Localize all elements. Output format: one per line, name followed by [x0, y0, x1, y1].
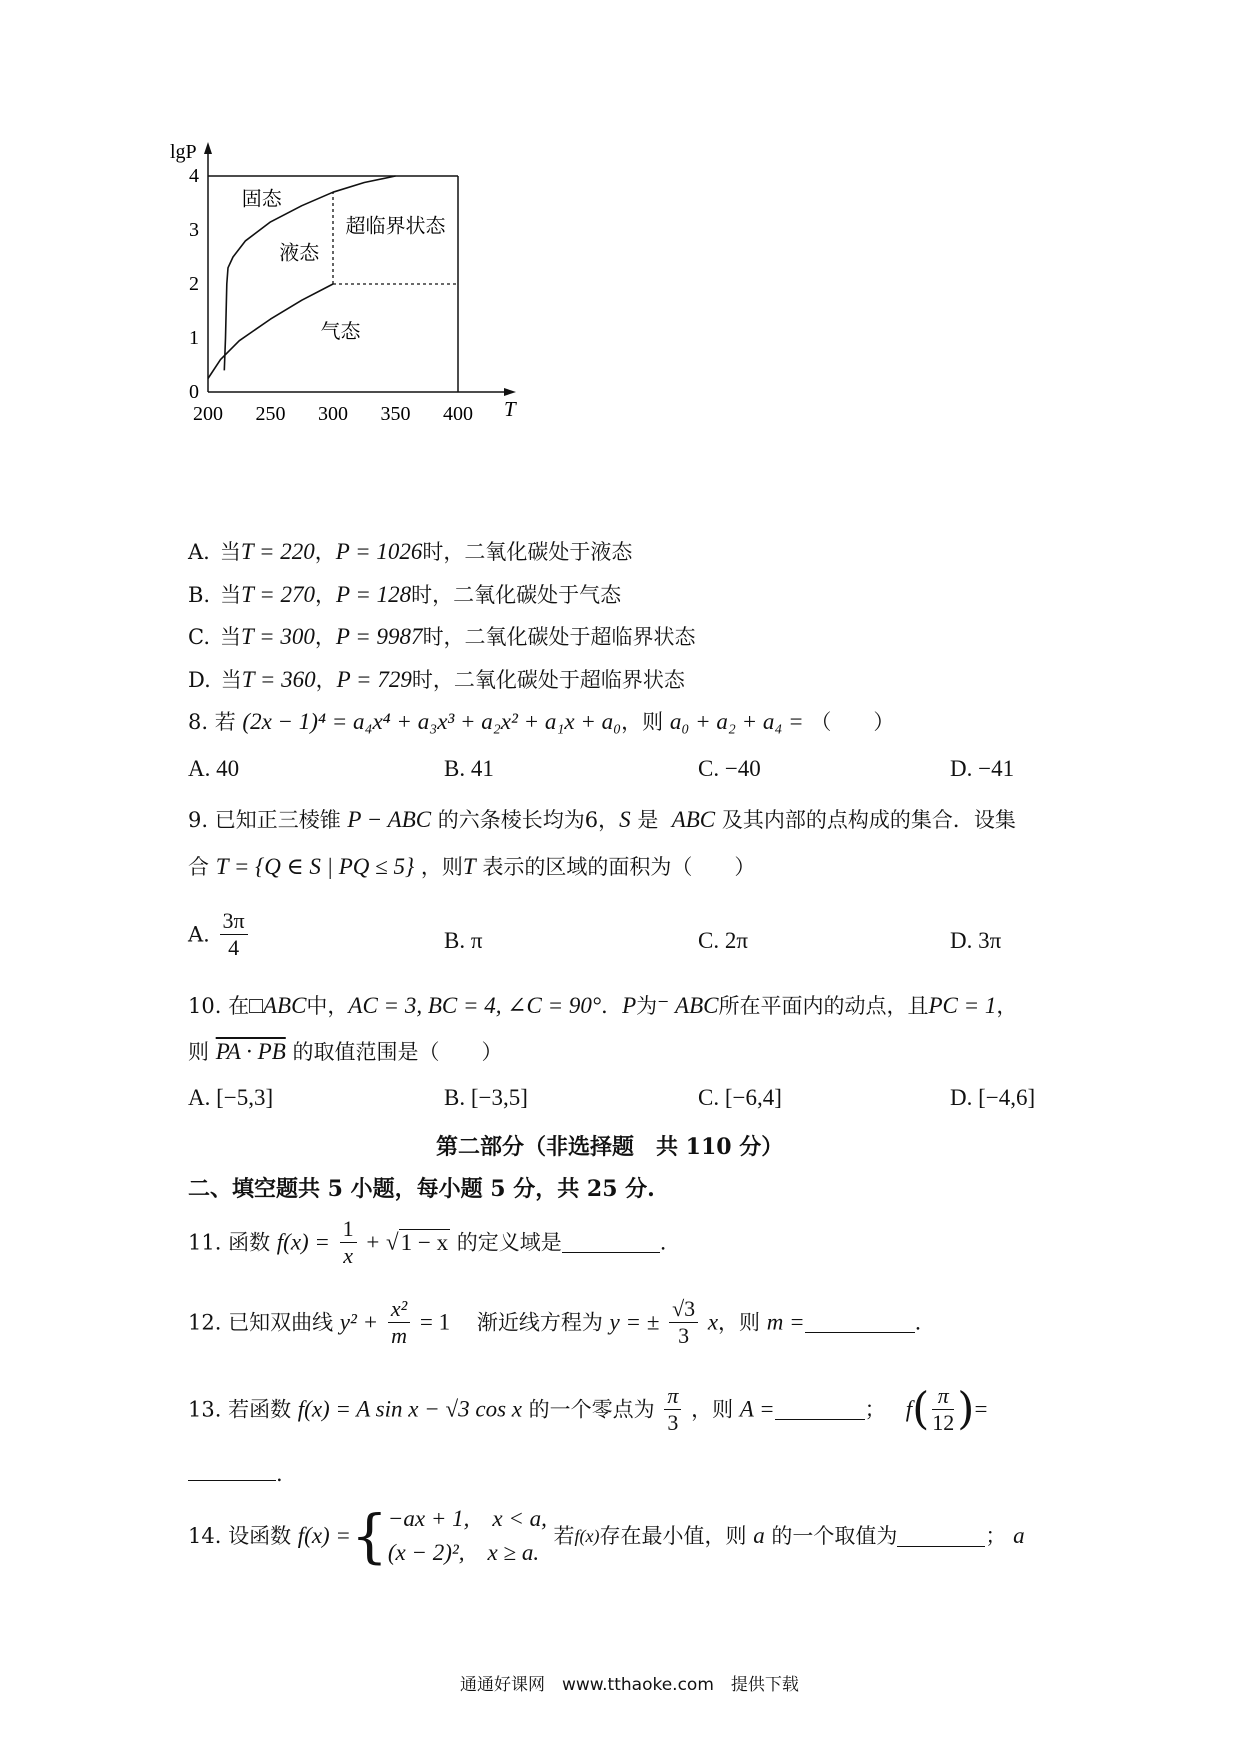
x-tick-label: 300 — [318, 403, 348, 425]
q7-option-temperature: T = 270 — [241, 582, 316, 607]
section2-title: 二、填空题共 5 小题，每小题 5 分，共 25 分. — [188, 1176, 655, 1202]
q7-option-letter: A. — [188, 540, 210, 564]
y-tick-label: 0 — [189, 381, 199, 403]
q12-slope-numerator: √3 — [669, 1296, 698, 1323]
q10-point-p: P — [622, 993, 637, 1018]
q7-option-text: 当 — [219, 540, 241, 564]
q13-function: f(x) = A sin x − √3 cos x — [297, 1396, 522, 1422]
q7-option-pressure: P = 9987 — [335, 624, 423, 649]
q9-text-a: 9. 已知正三棱锥 — [188, 808, 341, 832]
part2-title: 第二部分（非选择题 共 110 分） — [436, 1134, 784, 1160]
q12-numerator: x² — [388, 1296, 410, 1323]
q7-option-conclusion: 时，二氧化碳处于超临界状态 — [422, 625, 696, 649]
q10-text-g: 为 — [636, 994, 658, 1018]
q13-equals: = — [974, 1396, 988, 1422]
q10-option-b[interactable]: B. [−3,5] — [444, 1085, 528, 1110]
q10-text-2a: 则 — [188, 1040, 209, 1064]
q7-option-d[interactable] — [188, 666, 685, 694]
q13-right-paren: ) — [957, 1383, 975, 1435]
q9-option-b[interactable]: B. π — [444, 928, 483, 953]
q9-option-a-letter: A. — [188, 922, 210, 947]
q14-semicolon: ； — [985, 1524, 1007, 1548]
q10-option-a[interactable]: A. [−5,3] — [188, 1085, 274, 1110]
q13-semicolon: ； — [864, 1397, 886, 1422]
q10-text-k: ， — [996, 994, 1018, 1018]
q14-a: a — [753, 1523, 765, 1548]
q7-option-sep: ， — [315, 583, 337, 607]
y-axis-label: lgP — [170, 141, 197, 163]
q12-slope-fraction — [669, 1296, 698, 1349]
q7-option-sep: ， — [314, 540, 336, 564]
q11-radicand: 1 − x — [400, 1229, 449, 1255]
q12-equals-one: = 1 — [419, 1309, 451, 1335]
q14-text-e: 存在最小值，则 — [599, 1524, 747, 1548]
q9-text-2e: 表示的区域的面积为（ ） — [482, 855, 756, 879]
q7-option-text: 当 — [220, 583, 242, 607]
q13-arg-fraction — [932, 1383, 954, 1436]
phase-diagram-svg — [160, 140, 580, 480]
q14-answer-blank[interactable] — [897, 1526, 985, 1547]
q13-zero-fraction — [664, 1383, 681, 1436]
q12-x: x — [707, 1309, 719, 1335]
q11-fraction — [340, 1216, 357, 1269]
q11-denominator: x — [343, 1243, 354, 1268]
q11-plus: + — [366, 1229, 380, 1255]
q14-a-trailing: a — [1013, 1523, 1025, 1548]
q7-option-text: 当 — [220, 668, 242, 692]
q10-stem-line2 — [188, 1038, 502, 1066]
q7-option-c[interactable] — [188, 623, 696, 651]
q10-text-e: ． — [601, 994, 623, 1018]
q12-y2: y² + — [339, 1309, 379, 1335]
q14-stem — [188, 1502, 1025, 1570]
q10-option-d[interactable]: D. [−4,6] — [950, 1085, 1036, 1110]
q8-expression: (2x − 1)⁴ = a₄x⁴ + a₃x³ + a₂x² + a₁x + a₀ — [242, 709, 622, 734]
q7-option-temperature: T = 300 — [241, 624, 315, 649]
q13-text-a: 13. 若函数 — [188, 1397, 292, 1422]
q10-text-a: 10. 在 — [188, 994, 250, 1018]
q14-case-2: (x − 2)², x ≥ a. — [387, 1540, 540, 1565]
x-tick-label: 350 — [380, 403, 411, 425]
q9-set-t: T = {Q ∈ S | PQ ≤ 5} — [215, 854, 415, 879]
q7-option-pressure: P = 729 — [336, 667, 412, 692]
q9-text-c: 的六条棱长均为6， — [437, 808, 620, 832]
q7-option-sep: ， — [314, 625, 336, 649]
y-tick-label: 2 — [189, 273, 199, 295]
q7-option-temperature: T = 360 — [241, 667, 316, 692]
q7-option-b[interactable] — [188, 581, 621, 609]
q9-t: T — [462, 854, 476, 879]
q8-option-c[interactable]: C. −40 — [698, 756, 761, 781]
q14-fx: f(x) — [574, 1526, 600, 1546]
q7-option-pressure: P = 128 — [336, 582, 412, 607]
q14-text-g: 的一个取值为 — [771, 1524, 898, 1548]
q8-mid: ，则 — [621, 710, 664, 734]
q7-option-conclusion: 时，二氧化碳处于超临界状态 — [411, 668, 685, 692]
q7-option-letter: B. — [188, 583, 211, 607]
q12-stem — [188, 1296, 921, 1349]
q7-option-conclusion: 时，二氧化碳处于气态 — [411, 583, 622, 607]
q9-stem-line1 — [188, 806, 1016, 834]
x-axis-arrow — [504, 388, 516, 396]
region-label: 固态 — [241, 188, 282, 211]
q7-option-letter: C. — [188, 625, 210, 649]
q9-option-a-fraction — [220, 908, 248, 961]
q12-text-a: 12. 已知双曲线 — [188, 1310, 334, 1335]
phase-diagram — [160, 140, 580, 480]
q8-option-a[interactable]: A. 40 — [188, 756, 240, 781]
q10-triangle-2: ⁻ ABC — [657, 993, 719, 1018]
q12-text-d: 渐近线方程为 — [476, 1310, 603, 1335]
region-label: 超临界状态 — [345, 215, 446, 238]
q9-text-g: 及其内部的点构成的集合．设集 — [721, 808, 1016, 832]
q12-m: m = — [766, 1309, 805, 1335]
q10-option-c[interactable]: C. [−6,4] — [698, 1085, 782, 1110]
q14-brace: { — [350, 1502, 388, 1570]
q7-option-letter: D. — [188, 668, 211, 692]
q13-zero-numerator: π — [664, 1383, 681, 1410]
q7-option-text: 当 — [220, 625, 241, 649]
q8-ask: a₀ + a₂ + a₄ = — [669, 709, 804, 734]
q11-stem — [188, 1216, 666, 1269]
q13-text-d: ，则 — [691, 1397, 734, 1422]
page-footer: 通通好课网 www.tthaoke.com 提供下载 — [460, 1675, 799, 1695]
q10-text-i: 所在平面内的动点，且 — [718, 994, 929, 1018]
q13-period: . — [276, 1462, 283, 1486]
q9-text-2a: 合 — [188, 855, 209, 879]
x-axis-label: T — [504, 397, 516, 421]
q10-triangle: □ABC — [249, 993, 307, 1018]
q10-text-2c: 的取值范围是（ ） — [292, 1040, 503, 1064]
q13-arg-denominator: 12 — [932, 1410, 955, 1435]
y-tick-label: 4 — [189, 165, 199, 187]
q12-asymptote: y = ± — [609, 1309, 660, 1335]
q10-vectors: PA · PB — [215, 1039, 286, 1064]
q11-function: f(x) = — [276, 1229, 330, 1255]
q7-option-temperature: T = 220 — [240, 539, 315, 564]
q13-f: f — [905, 1396, 913, 1422]
q9-text-e: 是 — [637, 808, 659, 832]
q8-option-b[interactable]: B. 41 — [444, 756, 494, 781]
q9-option-c[interactable]: C. 2π — [698, 928, 748, 953]
q11-answer-blank[interactable] — [562, 1232, 660, 1253]
q10-text-c: 中， — [306, 994, 349, 1018]
q13-zero-denominator: 3 — [667, 1410, 679, 1435]
q11-text-d: 的定义域是 — [456, 1230, 562, 1255]
y-axis-arrow — [204, 142, 212, 154]
q10-conditions: AC = 3, BC = 4, ∠C = 90° — [348, 993, 602, 1018]
q11-period: . — [659, 1230, 667, 1255]
q14-cases — [388, 1502, 547, 1570]
q13-answer-blank-2[interactable] — [188, 1460, 276, 1481]
q13-arg-numerator: π — [932, 1383, 954, 1410]
q13-left-paren: ( — [912, 1383, 930, 1435]
q9-text-2c: ，则 — [420, 855, 463, 879]
q13-answer-blank-1[interactable] — [775, 1399, 865, 1420]
q8-stem — [188, 708, 894, 736]
q12-text-h: ，则 — [718, 1310, 761, 1335]
q12-slope-denominator: 3 — [678, 1323, 690, 1348]
q9-option-d[interactable]: D. 3π — [950, 928, 1002, 953]
q13-a-equals: A = — [739, 1396, 775, 1422]
q9-triangle: ABC — [671, 807, 716, 832]
q10-pc: PC = 1 — [928, 993, 997, 1018]
q8-number: 8. 若 — [188, 710, 236, 734]
q7-option-pressure: P = 1026 — [335, 539, 423, 564]
q9-option-a[interactable] — [188, 908, 251, 961]
q13-text-c: 的一个零点为 — [528, 1397, 655, 1422]
q11-text-a: 11. 函数 — [188, 1230, 271, 1255]
q9-pyramid: P − ABC — [347, 807, 432, 832]
q14-text-c: 若 — [553, 1524, 575, 1548]
region-label: 气态 — [320, 321, 361, 343]
q12-period: . — [914, 1310, 922, 1335]
q14-case-1: −ax + 1, x < a, — [387, 1506, 547, 1531]
q9-option-a-denominator: 4 — [228, 935, 240, 960]
q13-line2 — [188, 1460, 283, 1488]
x-tick-label: 250 — [255, 403, 286, 425]
q10-stem-line1 — [188, 992, 1017, 1020]
q11-sqrt: √1 − x — [386, 1229, 449, 1255]
q7-option-conclusion: 时，二氧化碳处于液态 — [422, 540, 633, 564]
q12-fraction — [388, 1296, 410, 1349]
q8-option-d[interactable]: D. −41 — [950, 756, 1015, 781]
region-label: 液态 — [279, 242, 320, 265]
q14-text-a: 14. 设函数 — [188, 1524, 292, 1548]
q7-option-a[interactable] — [188, 538, 632, 566]
q14-function: f(x) = — [297, 1523, 351, 1548]
q9-option-a-numerator: 3π — [220, 908, 248, 935]
q12-denominator: m — [391, 1323, 407, 1348]
y-tick-label: 1 — [189, 327, 199, 349]
x-tick-label: 200 — [193, 403, 223, 425]
q12-answer-blank[interactable] — [805, 1312, 915, 1333]
q13-stem — [188, 1383, 987, 1436]
q11-numerator: 1 — [340, 1216, 357, 1243]
q7-option-sep: ， — [315, 668, 337, 692]
x-tick-label: 400 — [443, 403, 473, 425]
q9-stem-line2 — [188, 853, 755, 881]
q9-set-s: S — [619, 807, 631, 832]
q8-tail: （ ） — [810, 710, 895, 734]
y-tick-label: 3 — [189, 219, 199, 241]
